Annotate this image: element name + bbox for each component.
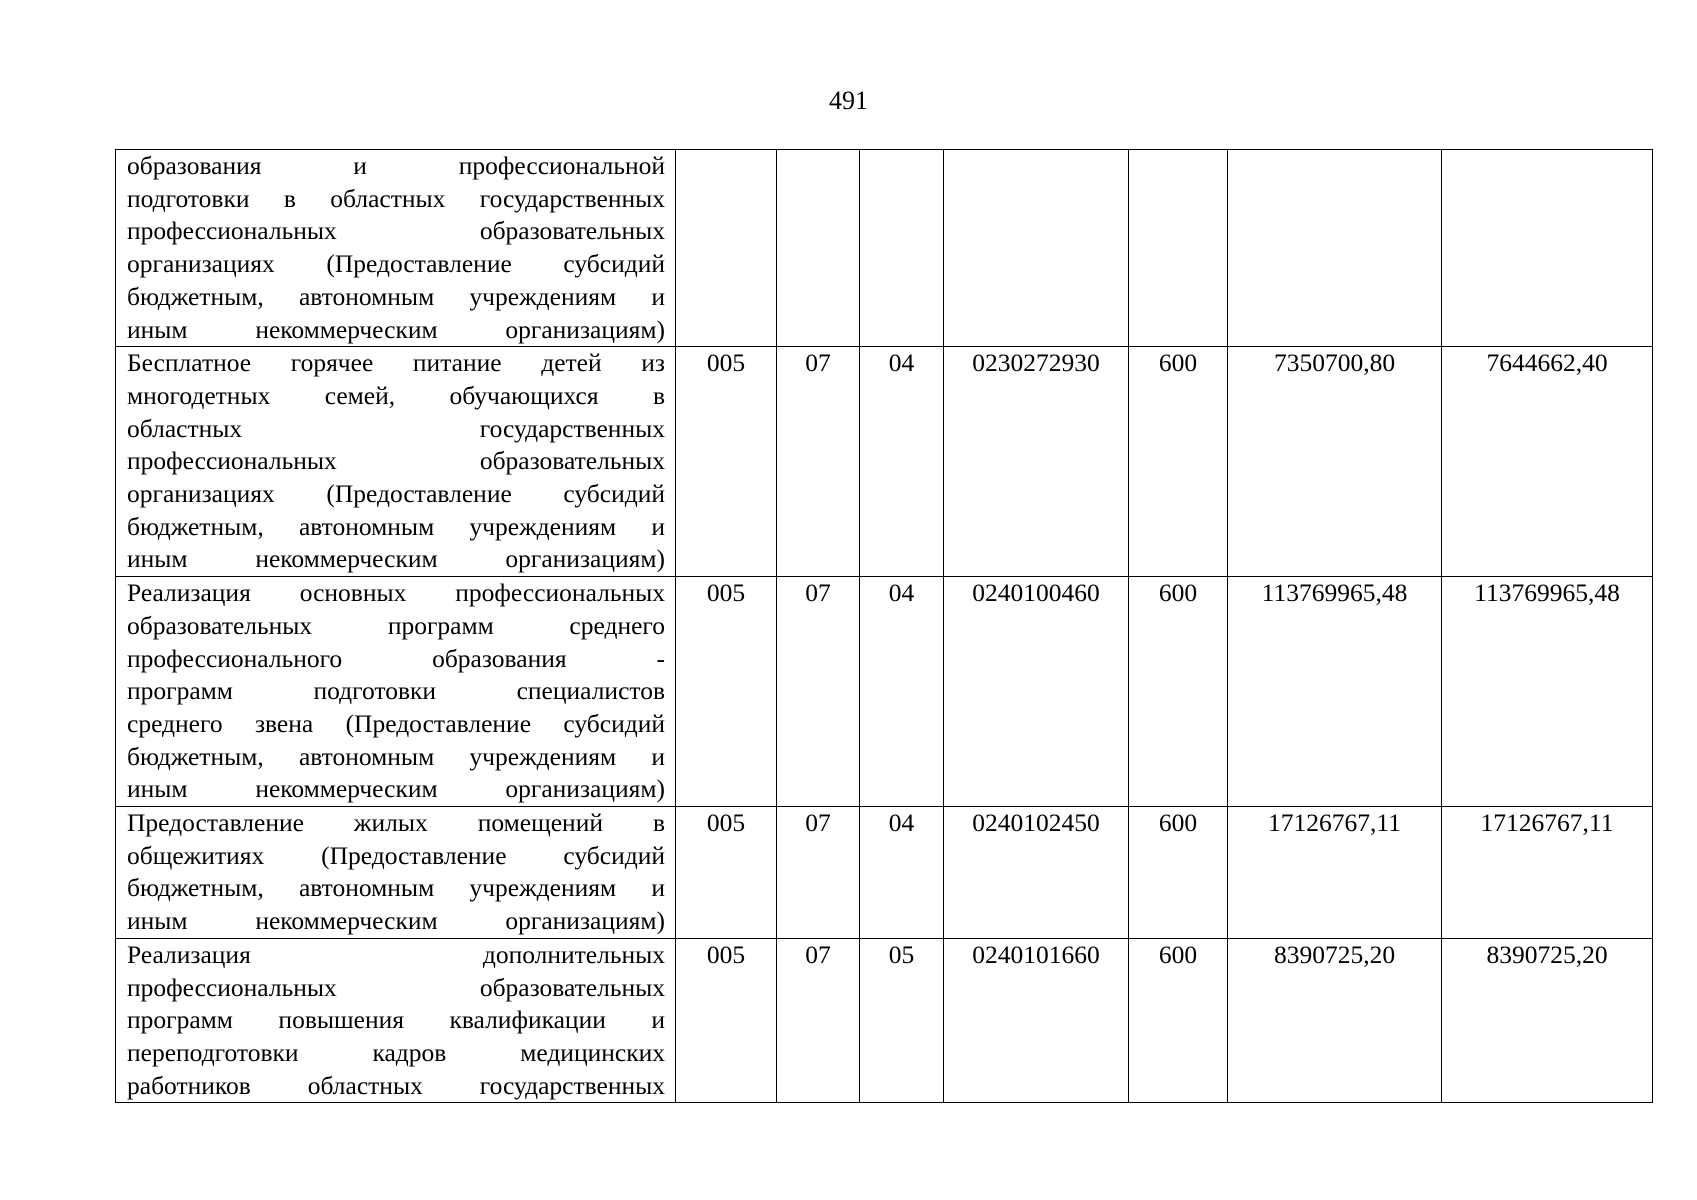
section-code-cell: 07 — [777, 347, 860, 577]
description-line: областных государственных — [127, 413, 665, 443]
section-code-cell: 07 — [777, 577, 860, 807]
description-line: иным некоммерческим организациям) — [127, 906, 665, 936]
target-article-cell: 0230272930 — [944, 347, 1129, 577]
page-number: 491 — [829, 86, 868, 115]
description-line: профессиональных образовательных — [127, 972, 665, 1002]
section-code-cell — [777, 150, 860, 347]
description-line: программ подготовки специалистов — [127, 676, 665, 706]
description-line: иным некоммерческим организациям) — [127, 774, 665, 804]
table-row — [116, 938, 1653, 1103]
description-line: Реализация дополнительных — [127, 939, 665, 969]
description-cell — [116, 577, 676, 807]
amount-second-year-cell: 8390725,20 — [1442, 938, 1653, 1103]
expense-type-cell — [1129, 150, 1228, 347]
description-line: среднего звена (Предоставление субсидий — [127, 708, 665, 738]
subsection-code-cell: 05 — [860, 938, 944, 1103]
ministry-code-cell: 005 — [676, 347, 777, 577]
description-line: работников областных государственных — [127, 1070, 665, 1100]
description-line: бюджетным, автономным учреждениям и — [127, 873, 665, 903]
description-line: переподготовки кадров медицинских — [127, 1037, 665, 1067]
description-line: бюджетным, автономным учреждениям и — [127, 741, 665, 771]
description-line: бюджетным, автономным учреждениям и — [127, 511, 665, 541]
expense-type-cell: 600 — [1129, 938, 1228, 1103]
ministry-code-cell: 005 — [676, 807, 777, 939]
table-row — [116, 807, 1653, 939]
amount-first-year-cell: 113769965,48 — [1228, 577, 1442, 807]
amount-second-year-cell: 113769965,48 — [1442, 577, 1653, 807]
subsection-code-cell: 04 — [860, 577, 944, 807]
description-line: организациях (Предоставление субсидий — [127, 479, 665, 509]
description-line: профессионального образования - — [127, 643, 665, 673]
target-article-cell: 0240102450 — [944, 807, 1129, 939]
description-line: образования и профессиональной — [127, 151, 665, 180]
expense-type-cell: 600 — [1129, 347, 1228, 577]
amount-first-year-cell: 17126767,11 — [1228, 807, 1442, 939]
table-body — [116, 150, 1653, 1103]
description-line: бюджетным, автономным учреждениям и — [127, 281, 665, 311]
amount-second-year-cell: 7644662,40 — [1442, 347, 1653, 577]
amount-second-year-cell — [1442, 150, 1653, 347]
target-article-cell: 0240101660 — [944, 938, 1129, 1103]
expense-type-cell: 600 — [1129, 807, 1228, 939]
description-line: профессиональных образовательных — [127, 216, 665, 246]
expense-type-cell: 600 — [1129, 577, 1228, 807]
ministry-code-cell: 005 — [676, 577, 777, 807]
description-cell — [116, 347, 676, 577]
amount-second-year-cell: 17126767,11 — [1442, 807, 1653, 939]
table-row — [116, 347, 1653, 577]
description-line: профессиональных образовательных — [127, 446, 665, 476]
description-line: многодетных семей, обучающихся в — [127, 380, 665, 410]
description-line: организациях (Предоставление субсидий — [127, 249, 665, 279]
description-line: общежитиях (Предоставление субсидий — [127, 840, 665, 870]
description-line: Бесплатное горячее питание детей из — [127, 348, 665, 378]
amount-first-year-cell — [1228, 150, 1442, 347]
amount-first-year-cell: 8390725,20 — [1228, 938, 1442, 1103]
section-code-cell: 07 — [777, 807, 860, 939]
description-cell — [116, 150, 676, 347]
target-article-cell: 0240100460 — [944, 577, 1129, 807]
description-line: программ повышения квалификации и — [127, 1005, 665, 1035]
description-line: Реализация основных профессиональных — [127, 578, 665, 608]
description-cell — [116, 938, 676, 1103]
description-line: иным некоммерческим организациям) — [127, 544, 665, 574]
section-code-cell: 07 — [777, 938, 860, 1103]
description-line: образовательных программ среднего — [127, 610, 665, 640]
subsection-code-cell: 04 — [860, 807, 944, 939]
table-row — [116, 577, 1653, 807]
subsection-code-cell: 04 — [860, 347, 944, 577]
ministry-code-cell: 005 — [676, 938, 777, 1103]
description-line: иным некоммерческим организациям) — [127, 314, 665, 344]
subsection-code-cell — [860, 150, 944, 347]
table-row — [116, 150, 1653, 347]
budget-table — [115, 149, 1653, 1103]
description-cell — [116, 807, 676, 939]
description-line: Предоставление жилых помещений в — [127, 808, 665, 838]
description-line: подготовки в областных государственных — [127, 183, 665, 213]
amount-first-year-cell: 7350700,80 — [1228, 347, 1442, 577]
ministry-code-cell — [676, 150, 777, 347]
target-article-cell — [944, 150, 1129, 347]
